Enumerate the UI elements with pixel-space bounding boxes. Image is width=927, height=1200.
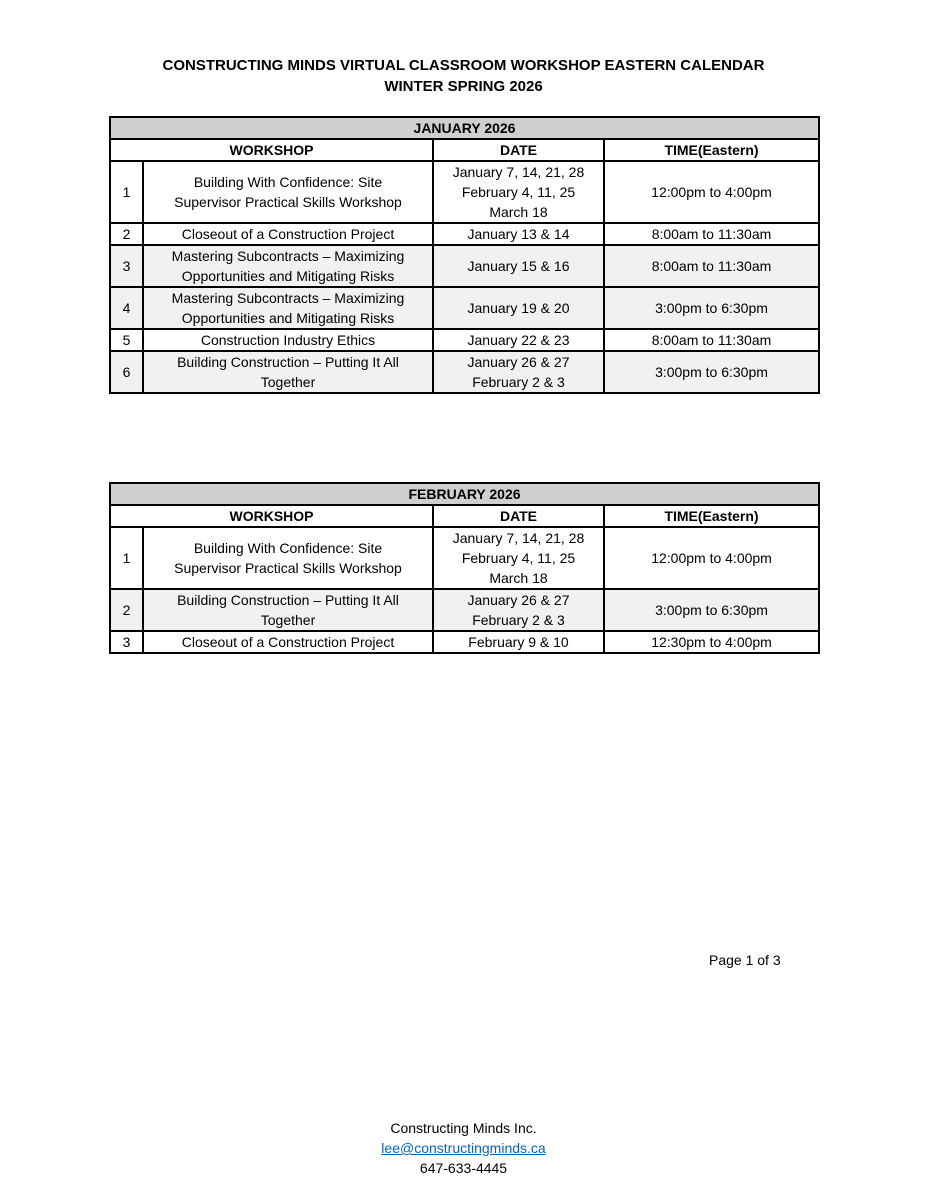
workshop-date: January 22 & 23	[433, 329, 604, 351]
table-month-header: FEBRUARY 2026	[110, 483, 819, 505]
table-month-header: JANUARY 2026	[110, 117, 819, 139]
row-number: 6	[110, 351, 143, 393]
table-row	[110, 223, 819, 245]
footer	[0, 1118, 927, 1178]
workshop-date: January 26 & 27 February 2 & 3	[433, 351, 604, 393]
workshop-time: 8:00am to 11:30am	[604, 245, 819, 287]
table-row	[110, 631, 819, 653]
table-row	[110, 329, 819, 351]
workshop-name: Construction Industry Ethics	[143, 329, 433, 351]
row-number: 1	[110, 527, 143, 589]
workshop-date: February 9 & 10	[433, 631, 604, 653]
document-title	[0, 55, 927, 97]
row-number: 2	[110, 589, 143, 631]
email-link[interactable]: lee@constructingminds.ca	[381, 1140, 546, 1156]
workshop-time: 3:00pm to 6:30pm	[604, 287, 819, 329]
workshop-date: January 26 & 27 February 2 & 3	[433, 589, 604, 631]
table-row	[110, 161, 819, 223]
workshop-time: 3:00pm to 6:30pm	[604, 589, 819, 631]
workshop-column-header: WORKSHOP	[110, 505, 433, 527]
workshop-name: Mastering Subcontracts – Maximizing Opportunities and Mitigating Risks	[143, 287, 433, 329]
time-column-header: TIME(Eastern)	[604, 505, 819, 527]
workshop-name: Building With Confidence: Site Supervisor Practical Skills Workshop	[143, 161, 433, 223]
workshop-name: Mastering Subcontracts – Maximizing Opportunities and Mitigating Risks	[143, 245, 433, 287]
workshop-name: Building Construction – Putting It All Together	[143, 589, 433, 631]
title-line-1: CONSTRUCTING MINDS VIRTUAL CLASSROOM WORKSHOP EASTERN CALENDAR	[162, 57, 765, 74]
table-row	[110, 589, 819, 631]
workshop-date: January 7, 14, 21, 28 February 4, 11, 25 March 18	[433, 527, 604, 589]
table-row	[110, 245, 819, 287]
workshop-date: January 15 & 16	[433, 245, 604, 287]
title-line-2: WINTER SPRING 2026	[384, 78, 543, 95]
january-schedule-table	[109, 116, 820, 394]
workshop-date: January 7, 14, 21, 28 February 4, 11, 25 March 18	[433, 161, 604, 223]
row-number: 3	[110, 631, 143, 653]
workshop-time: 12:00pm to 4:00pm	[604, 161, 819, 223]
workshop-time: 3:00pm to 6:30pm	[604, 351, 819, 393]
workshop-name: Building With Confidence: Site Supervisor Practical Skills Workshop	[143, 527, 433, 589]
table-row	[110, 527, 819, 589]
workshop-name: Closeout of a Construction Project	[143, 223, 433, 245]
time-column-header: TIME(Eastern)	[604, 139, 819, 161]
workshop-time: 12:00pm to 4:00pm	[604, 527, 819, 589]
row-number: 3	[110, 245, 143, 287]
row-number: 4	[110, 287, 143, 329]
workshop-time: 8:00am to 11:30am	[604, 223, 819, 245]
phone-number: 647-633-4445	[419, 1160, 508, 1176]
workshop-column-header: WORKSHOP	[110, 139, 433, 161]
workshop-date: January 13 & 14	[433, 223, 604, 245]
date-column-header: DATE	[433, 505, 604, 527]
february-schedule-table	[109, 482, 820, 654]
row-number: 2	[110, 223, 143, 245]
table-row	[110, 351, 819, 393]
workshop-name: Closeout of a Construction Project	[143, 631, 433, 653]
date-column-header: DATE	[433, 139, 604, 161]
workshop-date: January 19 & 20	[433, 287, 604, 329]
table-row	[110, 287, 819, 329]
workshop-time: 12:30pm to 4:00pm	[604, 631, 819, 653]
row-number: 5	[110, 329, 143, 351]
company-name: Constructing Minds Inc.	[390, 1120, 537, 1136]
workshop-time: 8:00am to 11:30am	[604, 329, 819, 351]
row-number: 1	[110, 161, 143, 223]
workshop-name: Building Construction – Putting It All Together	[143, 351, 433, 393]
page-number: Page 1 of 3	[709, 952, 781, 968]
